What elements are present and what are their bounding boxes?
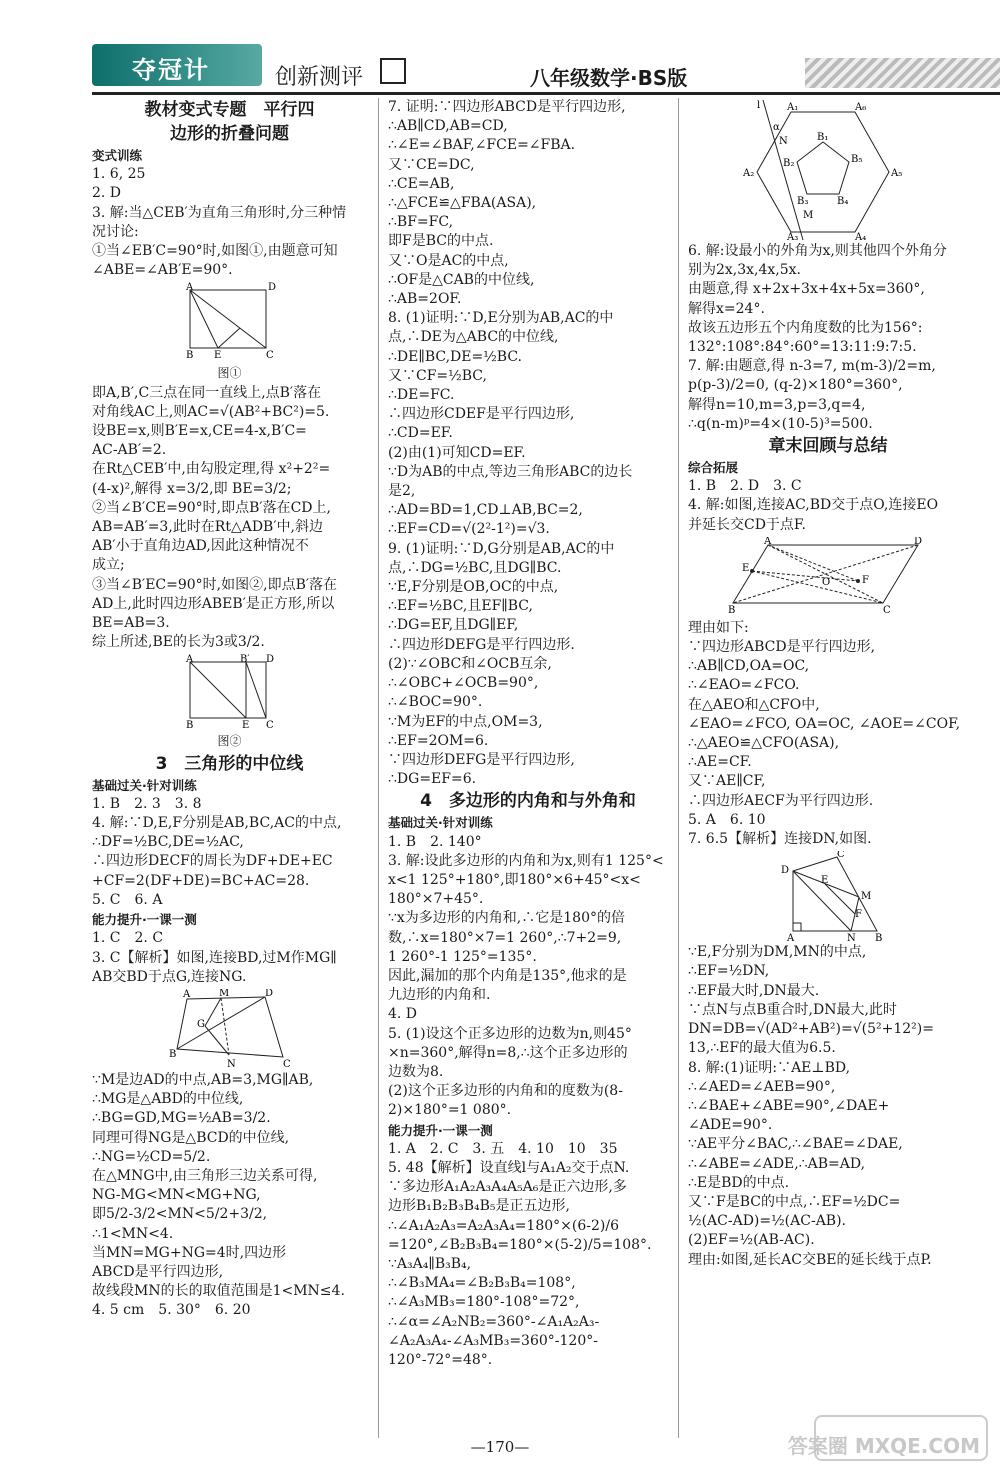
text-block [92, 165, 367, 280]
text-line: ∠ADE=90°. [688, 1117, 773, 1134]
text-line: 4. 5 cm 5. 30° 6. 20 [92, 1302, 251, 1319]
text-line: ∴EF=CD=√(2²-1²)=√3. [388, 521, 550, 538]
text-line: ∴EF=½DN, [688, 963, 770, 980]
text-line: ∠EAO=∠FCO, OA=OC, ∠AOE=∠COF, [688, 715, 961, 732]
text-line: 1. B 2. 3 3. 8 [92, 795, 202, 812]
svg-text:A₅: A₅ [891, 168, 903, 179]
text-line: 1. B 2. 140° [388, 833, 482, 850]
svg-text:A₂: A₂ [743, 168, 755, 179]
text-line: ∴DE=FC. [388, 387, 455, 404]
text-line: 在△MNG中,由三角形三边关系可得, [92, 1167, 318, 1184]
logo-text: 夺冠计 [132, 56, 210, 84]
svg-text:D: D [781, 865, 790, 877]
section-title: 章末回顾与总结 [768, 436, 888, 457]
text-line: 1. C 2. C [92, 930, 164, 947]
text-line: 4. 解:如图,连接AC,BD交于点O,连接EO [688, 497, 939, 514]
text-line: 13,∴EF的最大值为6.5. [688, 1040, 836, 1057]
column-right [688, 98, 968, 1270]
text-line: ①当∠EB′C=90°时,如图①,由题意可知 [92, 243, 338, 260]
text-line: ∴四边形CDEF是平行四边形, [388, 406, 575, 423]
text-block [688, 477, 968, 535]
text-block [92, 384, 367, 653]
text-line: 1 260°-1 125°=135°. [388, 948, 537, 965]
page-header [0, 0, 1000, 95]
text-line: 即A,B′,C三点在同一直线上,点B′落在 [92, 384, 322, 401]
text-line: AB交BD于点G,连接NG. [92, 968, 247, 985]
text-line: ∴DG=EF,且DG∥EF, [388, 617, 519, 634]
text-line: ∵AE平分∠BAC,∴∠BAE=∠DAE, [688, 1136, 903, 1153]
subsection-title: 基础过关·针对训练 [92, 777, 197, 793]
svg-text:A: A [182, 988, 190, 1000]
svg-text:D: D [267, 282, 276, 294]
text-block [688, 242, 968, 434]
text-line: 理由如下: [688, 619, 749, 636]
text-line: ∵四边形DEFG是平行四边形, [388, 751, 575, 768]
text-line: (2)∵∠OBC和∠OCB互余, [388, 655, 552, 672]
subsection-title: 基础过关·针对训练 [388, 815, 493, 831]
text-line: ∴∠AED=∠AEB=90°, [688, 1078, 836, 1095]
text-line: ∴四边形DECF的周长为DF+DE+EC [92, 853, 333, 870]
svg-text:M: M [218, 988, 229, 999]
text-line: 解得x=24°. [688, 300, 765, 317]
svg-text:C: C [265, 350, 274, 362]
svg-text:E: E [821, 875, 829, 887]
text-line: 故线段MN的长的取值范围是1<MN≤4. [92, 1283, 345, 1300]
svg-text:F: F [862, 574, 869, 586]
text-block [388, 1140, 668, 1370]
svg-text:N: N [847, 933, 856, 942]
svg-text:B₅: B₅ [851, 154, 863, 165]
text-line: ∴∠BAE+∠ABE=90°,∠DAE+ [688, 1097, 890, 1114]
text-line: ③当∠B′EC=90°时,如图②,即点B′落在 [92, 576, 338, 593]
text-line: ∴DE∥BC,DE=½BC. [388, 348, 522, 365]
text-line: ∴AD=BD=1,CD⊥AB,BC=2, [388, 502, 583, 519]
text-line: 又∵AE∥CF, [688, 773, 766, 790]
text-line: 7. 6.5【解析】连接DN,如图. [688, 831, 872, 848]
text-line: 点,∴DG=½BC,且DG∥BC. [388, 559, 562, 576]
svg-text:C: C [837, 851, 845, 861]
text-line: ∵M为EF的中点,OM=3, [388, 713, 543, 730]
text-line: 设BE=x,则B′E=x,CE=4-x,B′C= [92, 423, 307, 440]
figure-3 [165, 989, 295, 1069]
text-line: ∵四边形ABCD是平行四边形, [688, 639, 876, 656]
svg-text:M: M [803, 210, 814, 221]
text-line: 3. C【解析】如图,连接BD,过M作MG∥ [92, 949, 337, 966]
text-line: ∴△FCE≌△FBA(ASA), [388, 195, 537, 212]
text-line: 120°-72°=48°. [388, 1352, 493, 1368]
triangle-figure [773, 851, 883, 941]
text-line: ∴1<MN<4. [92, 1225, 174, 1242]
text-line: ∴AB=2OF. [388, 291, 462, 308]
text-block [388, 98, 668, 789]
svg-text:A: A [185, 282, 193, 294]
text-line: 况讨论: [92, 223, 139, 240]
text-line: ∴四边形DEFG是平行四边形. [388, 636, 575, 653]
text-line: AC-AB′=2. [92, 442, 167, 459]
text-line: (2)EF=½(AB-AC). [688, 1232, 815, 1249]
text-line: 8. 解:(1)证明:∵AE⊥BD, [688, 1059, 851, 1076]
text-line: (2)这个正多边形的内角和的度数为(8- [388, 1083, 623, 1100]
svg-text:B: B [728, 604, 736, 616]
text-line: ∴DG=EF=6. [388, 771, 477, 788]
figure-caption: 图① [217, 366, 242, 381]
text-line: ∴CE=AB, [388, 175, 455, 192]
subsection-title: 综合拓展 [688, 460, 739, 476]
svg-text:A₁: A₁ [787, 102, 799, 113]
svg-text:G: G [196, 1018, 205, 1030]
text-line: 故该五边形五个内角度数的比为156°: [688, 319, 923, 336]
text-line: ∴∠B₃MA₄=∠B₂B₃B₄=108°, [388, 1275, 576, 1292]
svg-text:E: E [241, 720, 249, 731]
text-block [688, 619, 968, 849]
text-line: 5. A 6. 10 [688, 811, 766, 828]
logo [92, 44, 262, 86]
text-line: +CF=2(DF+DE)=BC+AC=28. [92, 872, 310, 889]
text-line: BE=AB=3. [92, 615, 170, 632]
text-line: ∴∠ABE=∠ADE,∴AB=AD, [688, 1155, 866, 1172]
svg-text:N: N [226, 1058, 236, 1069]
svg-text:A: A [764, 536, 772, 547]
text-line: ∴OF是△CAB的中位线, [388, 271, 535, 288]
svg-text:A₄: A₄ [855, 232, 867, 240]
section-title: 教材变式专题 平行四 [144, 100, 315, 120]
text-line: 即F是BC的中点. [388, 233, 494, 250]
svg-text:A: A [787, 933, 795, 942]
text-line: p(p-3)/2=0, (q-2)×180°=360°, [688, 377, 903, 394]
column-divider [378, 98, 379, 1438]
text-line: ∴∠A₃MB₃=180°-108°=72°, [388, 1294, 580, 1311]
text-line: ∵A₃A₄∥B₃B₄, [388, 1255, 472, 1272]
subsection-title: 变式训练 [92, 148, 143, 163]
column-left [92, 98, 367, 1321]
text-line: ½(AC-AD)=½(AC-AB). [688, 1213, 847, 1230]
text-line: 5. 48【解析】设直线l与A₁A₂交于点N. [388, 1159, 630, 1176]
text-line: 180°×7+45°. [388, 891, 484, 908]
svg-text:B: B [185, 720, 193, 731]
figure-2 [180, 654, 280, 730]
text-line: ∵点N与点B重合时,DN最大,此时 [688, 1001, 897, 1018]
text-line: 3. 解:设此多边形的内角和为x,则有1 125°< [388, 852, 664, 869]
subject-title: 八年级数学·BS版 [530, 66, 688, 90]
text-line: ∵x为多边形的内角和,∴它是180°的倍 [388, 910, 625, 927]
text-line: 点,∴DE为△ABC的中位线, [388, 329, 559, 346]
text-line: ∴E是BD的中点. [688, 1174, 790, 1191]
text-line: ∴EF=2OM=6. [388, 732, 489, 749]
svg-text:l: l [757, 100, 761, 111]
text-line: 又∵CF=½BC, [388, 367, 487, 384]
text-line: AB=AB′=3,此时在Rt△ADB′中,斜边 [92, 519, 323, 536]
text-line: 7. 证明:∵四边形ABCD是平行四边形, [388, 99, 626, 115]
text-line: NG-MG<MN<MG+NG, [92, 1187, 261, 1204]
text-line: 4. 解:∵D,E,F分别是AB,BC,AC的中点, [92, 815, 342, 832]
svg-text:C: C [883, 604, 891, 616]
svg-text:O: O [822, 576, 831, 588]
page-number: —170— [470, 1438, 530, 1456]
svg-text:D: D [264, 988, 273, 999]
text-line: ∴∠E=∠BAF,∠FCE=∠FBA. [388, 137, 576, 154]
text-line: 又∵CE=DC, [388, 156, 475, 173]
text-line: ∴EF=½BC,且EF∥BC, [388, 598, 533, 615]
text-block [688, 943, 968, 1269]
text-line: 4. D [388, 1006, 418, 1023]
pen-icon [380, 58, 406, 84]
text-line: AD上,此时四边形ABEB′是正方形,所以 [92, 595, 335, 612]
text-line: 5. (1)设这个正多边形的边数为n,则45° [388, 1025, 632, 1042]
figure-caption: 图② [217, 734, 242, 749]
text-line: 8. (1)证明:∵D,E分别为AB,AC的中 [388, 310, 614, 327]
svg-text:E: E [742, 562, 750, 574]
text-line: ∠ABE=∠AB′E=90°. [92, 262, 233, 279]
text-line: 数,∴x=180°×7=1 260°,∴7+2=9, [388, 929, 622, 946]
text-line: x<1 125°+180°,即180°×6+45°<x< [388, 871, 641, 888]
text-line: 在Rt△CEB′中,由勾股定理,得 x²+2²= [92, 461, 331, 478]
text-line: 因此,漏加的那个内角是135°,他求的是 [388, 967, 627, 984]
svg-text:B₃: B₃ [797, 196, 809, 207]
svg-text:B: B [168, 1048, 176, 1060]
text-line: 在△AEO和△CFO中, [688, 696, 820, 713]
text-line: 是2, [388, 483, 416, 500]
text-line: (2)由(1)可知CD=EF. [388, 444, 526, 461]
text-line: 即5/2-3/2<MN<5/2+3/2, [92, 1206, 268, 1223]
svg-text:D: D [914, 536, 923, 547]
text-line: 别为2x,3x,4x,5x. [688, 262, 802, 279]
svg-text:C: C [282, 1058, 291, 1069]
text-line: 当MN=MG+NG=4时,四边形 [92, 1244, 287, 1261]
text-line: ∴四边形AECF为平行四边形. [688, 792, 874, 809]
text-line: 1. 6, 25 [92, 166, 146, 183]
text-line: 边数为8. [388, 1063, 444, 1080]
text-line: ∵D为AB的中点,等边三角形ABC的边长 [388, 463, 633, 480]
svg-text:α: α [773, 122, 780, 133]
text-line: 9. (1)证明:∵D,G分别是AB,AC的中 [388, 540, 615, 557]
text-line: 解得n=10,m=3,p=3,q=4, [688, 396, 866, 413]
text-line: ×n=360°,解得n=8,∴这个正多边形的 [388, 1044, 628, 1061]
text-line: 2. D [92, 185, 122, 202]
text-block [92, 1071, 367, 1321]
text-line: 成立; [92, 557, 125, 574]
text-line: ∴MG是△ABD的中位线, [92, 1091, 244, 1108]
text-line: ∴BF=FC, [388, 214, 454, 231]
text-line: ABCD是平行四边形, [92, 1263, 224, 1280]
section-title: 3 三角形的中位线 [155, 753, 304, 774]
text-line: 2)×180°=1 080°. [388, 1102, 512, 1119]
text-line: ∴AB∥CD,OA=OC, [688, 658, 810, 675]
text-line: 并延长交CD于点F. [688, 516, 806, 533]
text-line: ∴DF=½BC,DE=½AC, [92, 834, 244, 851]
text-line: (4-x)²,解得 x=3/2,即 BE=3/2; [92, 480, 292, 497]
text-line: ∴CD=EF. [388, 425, 453, 442]
text-line: ∴AB∥CD,AB=CD, [388, 118, 508, 135]
svg-text:M: M [861, 891, 872, 903]
text-line: ∴∠BOC=90°. [388, 694, 483, 711]
text-line: ∵多边形A₁A₂A₃A₄A₅A₆是正六边形,多 [388, 1179, 627, 1196]
text-line: ②当∠B′CE=90°时,即点B′落在CD上, [92, 499, 331, 516]
svg-text:A₆: A₆ [855, 102, 867, 113]
svg-text:E: E [213, 350, 221, 362]
text-line: ∴BG=GD,MG=½AB=3/2. [92, 1110, 271, 1127]
parallelogram-figure [728, 537, 928, 617]
text-line: ∴△AEO≌△CFO(ASA), [688, 735, 840, 752]
text-line: ∵E,F分别为DM,MN的中点, [688, 944, 867, 961]
text-line: ∵E,F分别是OB,OC的中点, [388, 579, 559, 596]
text-line: =120°,∠B₂B₃B₄=180°×(5-2)/5=108°. [388, 1236, 652, 1253]
text-line: 综上所述,BE的长为3或3/2. [92, 634, 265, 651]
svg-text:C: C [265, 720, 274, 731]
subsection-title: 能力提升·一课一测 [388, 1122, 493, 1138]
text-line: 132°:108°:84°:60°=13:11:9:7:5. [688, 339, 917, 356]
series-title: 创新测评 [275, 65, 364, 90]
text-line: ∴∠OBC+∠OCB=90°, [388, 675, 539, 692]
text-line: 理由:如图,延长AC交BE的延长线于点P. [688, 1251, 932, 1268]
text-line: 对角线AC上,则AC=√(AB²+BC²)=5. [92, 403, 330, 420]
svg-text:N: N [779, 136, 788, 147]
text-line: 同理可得NG是△BCD的中位线, [92, 1129, 290, 1146]
text-line: ∴AE=CF. [688, 754, 752, 771]
text-line: ∴q(n-m)ᵖ=4×(10-5)³=500. [688, 415, 873, 432]
text-line: 又∵F是BC的中点,∴EF=½DC= [688, 1193, 901, 1210]
svg-text:B₂: B₂ [783, 158, 795, 169]
svg-text:A₃: A₃ [787, 232, 799, 240]
watermark-text: 答案圈 MXQE.COM [787, 1434, 980, 1458]
text-line: AB′小于直角边AD,因此这种情况不 [92, 538, 309, 555]
text-line: DN=DB=√(AD²+AB²)=√(5²+12²)= [688, 1021, 934, 1038]
svg-text:B′: B′ [239, 654, 250, 666]
text-line: 3. 解:当△CEB′为直角三角形时,分三种情 [92, 204, 347, 221]
text-line: ∴∠A₁A₂A₃=A₂A₃A₄=180°×(6-2)/6 [388, 1217, 619, 1234]
text-line: 又∵O是AC的中点, [388, 252, 509, 269]
text-block [388, 833, 668, 1121]
section-title: 4 多边形的内角和与外角和 [420, 791, 636, 812]
text-block [92, 929, 367, 987]
header-rule [92, 92, 1000, 95]
svg-text:D: D [265, 654, 274, 666]
svg-text:A: A [185, 654, 193, 666]
text-line: 由题意,得 x+2x+3x+4x+5x=360°, [688, 281, 925, 298]
text-line: ∴∠α=∠A₂NB₂=360°-∠A₁A₂A₃- [388, 1313, 600, 1330]
svg-text:B₄: B₄ [837, 196, 849, 207]
svg-text:B: B [875, 933, 883, 942]
text-line: 1. A 2. C 3. 五 4. 10 10 35 [388, 1140, 618, 1157]
svg-text:F: F [855, 909, 862, 921]
svg-text:B₁: B₁ [817, 132, 829, 143]
text-line: ∴∠EAO=∠FCO. [688, 677, 800, 694]
text-line: ∴NG=½CD=5/2. [92, 1148, 211, 1165]
column-divider [678, 98, 679, 1438]
text-line: 5. C 6. A [92, 891, 163, 908]
text-line: 1. B 2. D 3. C [688, 478, 802, 495]
subsection-title: 能力提升·一课一测 [92, 912, 197, 928]
hexagon-pentagon-figure [743, 100, 913, 240]
figure-1 [180, 282, 280, 362]
column-middle [388, 98, 668, 1370]
text-block [92, 795, 367, 910]
text-line: 边形B₁B₂B₃B₄B₅是正五边形, [388, 1198, 570, 1215]
text-line: 九边形的内角和. [388, 987, 491, 1004]
decorative-stripe [805, 58, 1000, 88]
text-line: ∠A₂A₃A₄-∠A₃MB₃=360°-120°- [388, 1332, 598, 1349]
text-line: 7. 解:由题意,得 n-3=7, m(m-3)/2=m, [688, 358, 936, 375]
text-line: 6. 解:设最小的外角为x,则其他四个外角分 [688, 243, 947, 259]
section-title: 边形的折叠问题 [170, 124, 289, 144]
text-line: ∴EF最大时,DN最大. [688, 982, 820, 999]
svg-text:B: B [185, 350, 193, 362]
text-line: ∵M是边AD的中点,AB=3,MG∥AB, [92, 1071, 314, 1088]
